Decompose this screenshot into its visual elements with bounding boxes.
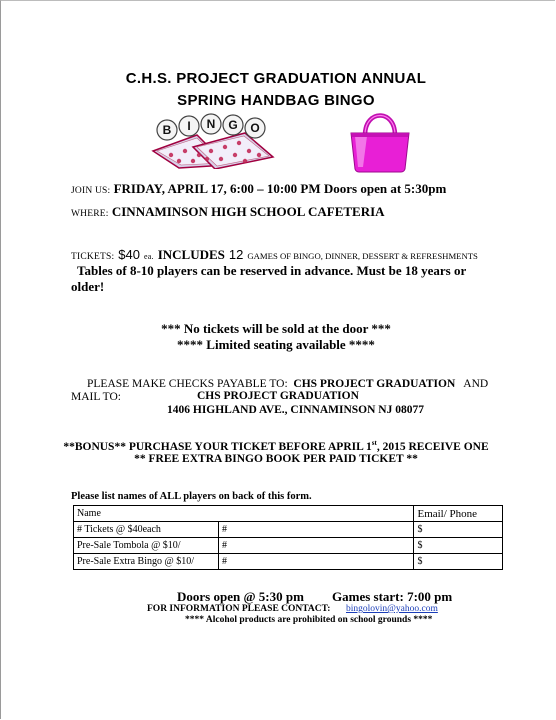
count-symbol: #: [222, 540, 227, 551]
checks-payee: CHS PROJECT GRADUATION: [293, 378, 456, 390]
tickets-count-field[interactable]: [219, 522, 414, 538]
bonus-text-pre: **BONUS** PURCHASE YOUR TICKET BEFORE APRIL 1: [63, 440, 372, 453]
doors-open-time: Doors open @ 5:30 pm: [177, 589, 304, 604]
amount-symbol: $: [417, 540, 423, 551]
extra-bingo-count-field[interactable]: [219, 554, 414, 570]
form-instructions: Please list names of ALL players on back of this form.: [71, 491, 312, 502]
tables-info-line1: Tables of 8-10 players can be reserved in advance. Must be 18 years or: [77, 263, 467, 278]
event-location: CINNAMINSON HIGH SCHOOL CAFETERIA: [111, 204, 385, 219]
order-form-table: [73, 505, 503, 570]
tickets-includes: INCLUDES: [157, 247, 225, 262]
bingo-ball-letter: G: [228, 118, 238, 132]
form-row-tickets: [74, 522, 503, 538]
tombola-count-field[interactable]: [219, 538, 414, 554]
where-label: WHERE:: [71, 209, 109, 219]
mail-to-label: MAIL TO:: [71, 391, 121, 403]
checks-payable-label: PLEASE MAKE CHECKS PAYABLE TO:: [87, 378, 288, 390]
bingo-ball-letter: N: [206, 117, 216, 131]
contact-label: FOR INFORMATION PLEASE CONTACT:: [147, 604, 331, 614]
tombola-amount-field[interactable]: [414, 538, 503, 554]
tickets-label: TICKETS:: [71, 252, 115, 262]
bonus-line2: ** FREE EXTRA BINGO BOOK PER PAID TICKET **: [134, 453, 418, 465]
bingo-ball-letter: I: [187, 119, 191, 133]
tickets-includes-rest: GAMES OF BINGO, DINNER, DESSERT & REFRESHMENTS: [247, 251, 478, 261]
extra-bingo-amount-field[interactable]: [414, 554, 503, 570]
flyer-title-line1: C.H.S. PROJECT GRADUATION ANNUAL: [125, 70, 427, 87]
ticket-price: $40: [118, 247, 140, 262]
form-row-tombola: [74, 538, 503, 554]
games-start-time: Games start: 7:00 pm: [332, 589, 453, 604]
name-field[interactable]: [74, 506, 414, 522]
alcohol-notice: **** Alcohol products are prohibited on school grounds ****: [185, 615, 433, 625]
bingo-ball-letter: B: [162, 123, 172, 137]
limited-seating-notice: **** Limited seating available ****: [177, 337, 375, 352]
mail-address-line1: CHS PROJECT GRADUATION: [197, 390, 359, 402]
email-phone-label: Email/ Phone: [417, 507, 478, 520]
count-symbol: #: [222, 556, 227, 567]
bonus-text-post: , 2015 RECEIVE ONE: [376, 440, 489, 453]
handbag-icon: [345, 107, 415, 173]
event-datetime: FRIDAY, APRIL 17, 6:00 – 10:00 PM Doors open at 5:30pm: [113, 181, 447, 196]
mail-address-line2: 1406 HIGHLAND AVE., CINNAMINSON NJ 08077: [167, 404, 424, 416]
checks-and: AND: [463, 378, 489, 390]
form-row-label: Pre-Sale Tombola @ $10/: [74, 538, 219, 554]
form-row-label: Pre-Sale Extra Bingo @ $10/: [74, 554, 219, 570]
contact-email-link[interactable]: bingolovin@yahoo.com: [346, 604, 438, 614]
name-label: Name: [77, 508, 101, 519]
tickets-amount-field[interactable]: [414, 522, 503, 538]
ticket-ea: ea.: [144, 252, 154, 261]
event-date-line: [71, 181, 446, 197]
amount-symbol: $: [417, 524, 423, 535]
checks-payable-line: [87, 378, 488, 390]
join-label: JOIN US:: [71, 186, 111, 196]
tickets-line: [71, 246, 478, 264]
no-door-sales-notice: *** No tickets will be sold at the door ***: [161, 321, 391, 336]
form-row-extra-bingo: [74, 554, 503, 570]
bonus-ordinal: st: [371, 439, 377, 447]
form-row-name: [74, 506, 503, 522]
bingo-card-icon: [149, 113, 275, 169]
bingo-ball-letter: O: [250, 121, 260, 135]
bonus-line1: [51, 439, 501, 453]
event-location-line: [71, 204, 385, 220]
form-row-label: # Tickets @ $40each: [74, 522, 219, 538]
email-phone-field[interactable]: [414, 506, 503, 522]
amount-symbol: $: [417, 556, 423, 567]
count-symbol: #: [222, 524, 227, 535]
tables-info-line2: older!: [71, 279, 105, 294]
games-count: 12: [228, 247, 244, 262]
flyer-title-line2: SPRING HANDBAG BINGO: [177, 92, 375, 109]
